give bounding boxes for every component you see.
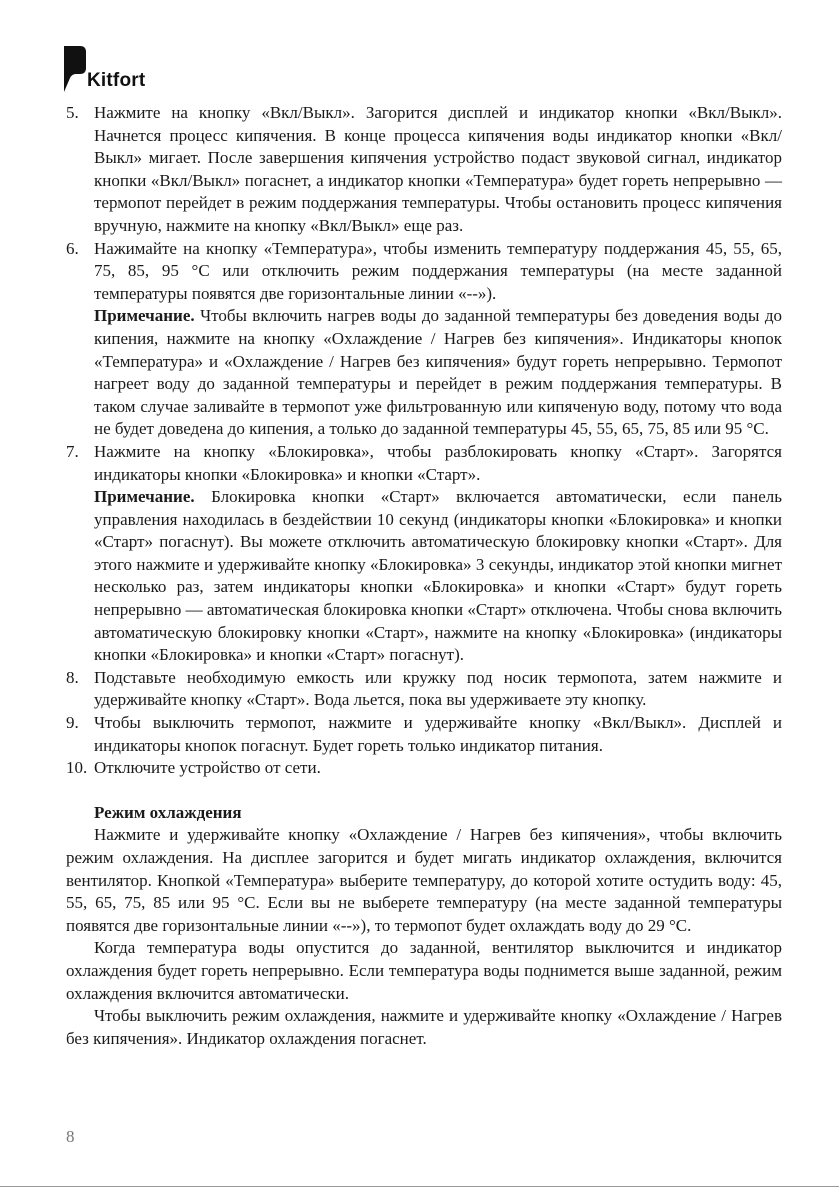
step-number: 8.	[66, 667, 79, 687]
step-text: Нажимайте на кнопку «Температура», чтобы изменить температуру поддержания 45, 55, 65, 75, 85, 95 °C или отключить режим поддержания температуры (на месте заданной температуры появятся две горизонтальные линии «--»).	[94, 238, 782, 303]
step-number: 5.	[66, 103, 79, 122]
page-number: 8	[66, 1127, 75, 1146]
step-text: Чтобы выключить термопот, нажмите и удерживайте кнопку «Вкл/Выкл». Дисплей и индикаторы кнопок погаснут. Будет гореть только индикатор питания.	[94, 713, 782, 755]
step-number: 7.	[66, 441, 79, 461]
step-7	[66, 441, 782, 667]
cooling-paragraph: Чтобы выключить режим охлаждения, нажмите и удерживайте кнопку «Охлаждение / Нагрев без кипячения». Индикатор охлаждения погаснет.	[66, 1006, 782, 1048]
step-number: 10.	[66, 758, 88, 778]
step-text: Нажмите на кнопку «Блокировка», чтобы разблокировать кнопку «Старт». Загорятся индикаторы кнопки «Блокировка» и кнопки «Старт».	[94, 441, 782, 484]
step-10	[66, 757, 782, 780]
step-note	[94, 305, 782, 441]
cooling-paragraph: Нажмите и удерживайте кнопку «Охлаждение / Нагрев без кипячения», чтобы включить режим охлаждения. На дисплее загорится и будет мигать индикатор охлаждения, включится вентилятор. Кнопкой «Температура» выберите температуру, до которой хотите остудить воду: 45, 55, 65, 75, 85 или 95 °C. Если вы не выберете температуру (на месте заданной температуры появятся две горизонтальные линии «--»), то термопот будет охлаждать воду до 29 °C.	[66, 825, 782, 935]
note-text: Блокировка кнопки «Старт» включается автоматически, если панель управления находилась в бездействии 10 секунд (индикаторы кнопки «Блокировка» и кнопки «Старт» погаснут). Вы можете отключить автоматическую блокировку кнопки «Старт». Для этого нажмите и удерживайте кнопку «Блокировка» 3 секунды, индикатор этой кнопки мигнет несколько раз, затем индикаторы кнопки «Блокировка» и кнопки «Старт» будут гореть непрерывно — автоматическая блокировка кнопки «Старт» отключена. Чтобы снова включить автоматическую блокировку кнопки «Старт», нажмите на кнопку «Блокировка» (индикаторы кнопки «Блокировка» и кнопки «Старт» погаснут).	[94, 487, 782, 665]
step-6	[66, 238, 782, 441]
section-title-cooling: Режим охлаждения	[94, 802, 242, 822]
step-text: Подставьте необходимую емкость или кружку под носик термопота, затем нажмите и удерживайте кнопку «Старт». Вода льется, пока вы удерживаете эту кнопку.	[94, 667, 782, 710]
cooling-paragraph: Когда температура воды опустится до заданной, вентилятор выключится и индикатор охлаждения будет гореть непрерывно. Если температура воды поднимется выше заданной, режим охлаждения включится автоматически.	[66, 938, 782, 1003]
step-9	[66, 712, 782, 757]
note-label: Примечание.	[94, 487, 195, 507]
page-content	[66, 102, 782, 1050]
step-number: 9.	[66, 713, 79, 733]
step-note	[94, 486, 782, 667]
step-text: Нажмите на кнопку «Вкл/Выкл». Загорится дисплей и индикатор кнопки «Вкл/Выкл». Начнется процесс кипячения. В конце процесса кипячения воды индикатор кнопки «Вкл/Выкл» мигает. После завершения кипячения устройство подаст звуковой сигнал, индикатор кнопки «Вкл/Выкл» погаснет, а индикатор кнопки «Температура» будет гореть непрерывно — термопот перейдет в режим поддержания температуры. Чтобы остановить процесс кипячения вручную, нажмите на кнопку «Вкл/Выкл» еще раз.	[94, 103, 782, 235]
kitfort-logo	[64, 46, 184, 96]
bottom-divider	[0, 1186, 839, 1187]
brand-name: Kitfort	[87, 70, 146, 91]
step-number: 6.	[66, 238, 79, 258]
step-8	[66, 667, 782, 712]
note-text: Чтобы включить нагрев воды до заданной температуры без доведения воды до кипения, нажмите на кнопку «Охлаждение / Нагрев без кипячения». Индикаторы кнопок «Температура» и «Охлаждение / Нагрев без кипячения» будут гореть непрерывно. Термопот нагреет воду до заданной температуры и перейдет в режим поддержания температуры. В таком случае заливайте в термопот уже фильтрованную или кипяченую воду, потому что вода не будет доведена до кипения, а только до заданной температуры 45, 55, 65, 75, 85 или 95 °C.	[94, 306, 782, 439]
kitfort-logo-icon	[64, 46, 86, 92]
step-5	[66, 102, 782, 238]
note-label: Примечание.	[94, 306, 195, 326]
instruction-steps	[66, 102, 782, 780]
step-text: Отключите устройство от сети.	[94, 758, 321, 778]
